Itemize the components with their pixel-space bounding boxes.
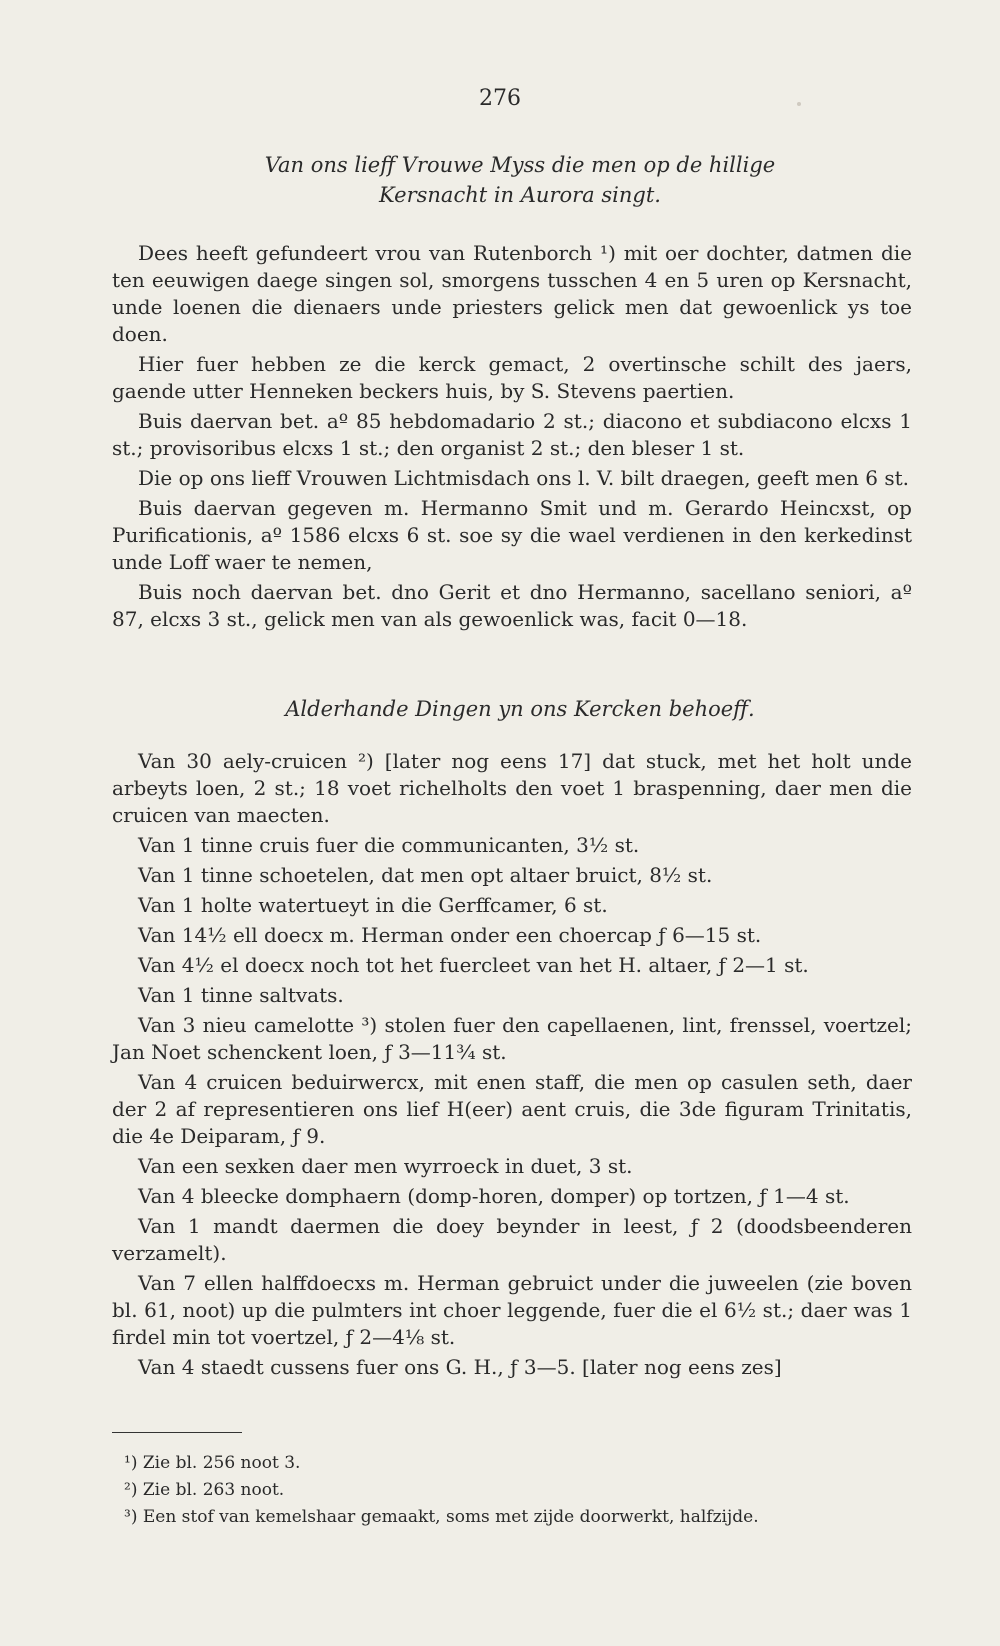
section-body-church-items [112,748,912,1384]
paragraph: Van 1 tinne cruis fuer die communicanten, 3½ st. [138,833,640,857]
paragraph: Van 3 nieu camelotte ³) stolen fuer den capellaenen, lint, frenssel, voertzel; Jan Noet schenckent loen, ƒ 3—11¾ st. [112,1013,912,1064]
section-body-mass [112,240,912,636]
footnote: ³) Een stof van kemelshaar gemaakt, soms met zijde doorwerkt, halfzijde. [124,1507,759,1527]
paragraph: Van 1 tinne schoetelen, dat men opt altaer bruict, 8½ st. [138,863,713,887]
paragraph: Van 4 staedt cussens fuer ons G. H., ƒ 3—5. [later nog eens zes] [138,1355,782,1379]
paragraph: Die op ons lieff Vrouwen Lichtmisdach ons l. V. bilt draegen, geeft men 6 st. [138,466,909,490]
paragraph: Van 4 cruicen beduirwercx, mit enen staff, die men op casulen seth, daer der 2 af representieren ons lief H(eer) aent cruis, die 3de figuram Trinitatis, die 4e Deiparam, ƒ 9. [112,1070,912,1148]
paragraph: Van 1 tinne saltvats. [138,983,344,1007]
paragraph: Van een sexken daer men wyrroeck in duet, 3 st. [138,1154,633,1178]
footnote: ²) Zie bl. 263 noot. [124,1480,285,1500]
paragraph: Hier fuer hebben ze die kerck gemact, 2 overtinsche schilt des jaers, gaende utter Henneken beckers huis, by S. Stevens paertien. [112,352,912,403]
paragraph: Buis daervan bet. aº 85 hebdomadario 2 st.; diacono et subdiacono elcxs 1 st.; provisoribus elcxs 1 st.; den organist 2 st.; den bleser 1 st. [112,409,912,460]
paragraph: Van 4 bleecke domphaern (domp-horen, domper) op tortzen, ƒ 1—4 st. [138,1184,850,1208]
paragraph: Van 1 mandt daermen die doey beynder in leest, ƒ 2 (doodsbeenderen verzamelt). [112,1214,912,1265]
paragraph: Dees heeft gefundeert vrou van Rutenborch ¹) mit oer dochter, datmen die ten eeuwigen daege singen sol, smorgens tusschen 4 en 5 uren op Kersnacht, unde loenen die dienaers unde priesters gelick men dat gewoenlick ys toe doen. [112,241,912,346]
section-heading-mass [150,150,890,210]
heading-line: Kersnacht in Aurora singt. [379,183,661,207]
page-number: 276 [479,86,521,111]
footnote-divider [112,1432,242,1433]
paragraph: Van 14½ ell doecx m. Herman onder een choercap ƒ 6—15 st. [138,923,762,947]
footnote: ¹) Zie bl. 256 noot 3. [124,1453,301,1473]
paragraph: Van 4½ el doecx noch tot het fuercleet van het H. altaer, ƒ 2—1 st. [138,953,809,977]
paragraph: Buis daervan gegeven m. Hermanno Smit und m. Gerardo Heincxst, op Purificationis, aº 1586 elcxs 6 st. soe sy die wael verdienen in den kerkedinst unde Loff waer te nemen, [112,496,912,574]
paragraph: Van 1 holte watertueyt in die Gerffcamer, 6 st. [138,893,608,917]
footnotes [112,1450,912,1531]
heading-line: Van ons lieff Vrouwe Myss die men op de hillige [264,153,776,177]
paragraph: Buis noch daervan bet. dno Gerit et dno Hermanno, sacellano seniori, aº 87, elcxs 3 st., gelick men van als gewoenlick was, facit 0—18. [112,580,912,631]
section-heading-church-items: Alderhande Dingen yn ons Kercken behoeff. [285,697,755,721]
paragraph: Van 30 aely-cruicen ²) [later nog eens 17] dat stuck, met het holt unde arbeyts loen, 2 st.; 18 voet richelholts den voet 1 braspenning, daer men die cruicen van maecten. [112,749,912,827]
paragraph: Van 7 ellen halffdoecxs m. Herman gebruict under die juweelen (zie boven bl. 61, noot) up die pulmters int choer leggende, fuer die el 6½ st.; daer was 1 firdel min tot voertzel, ƒ 2—4⅛ st. [112,1271,912,1349]
